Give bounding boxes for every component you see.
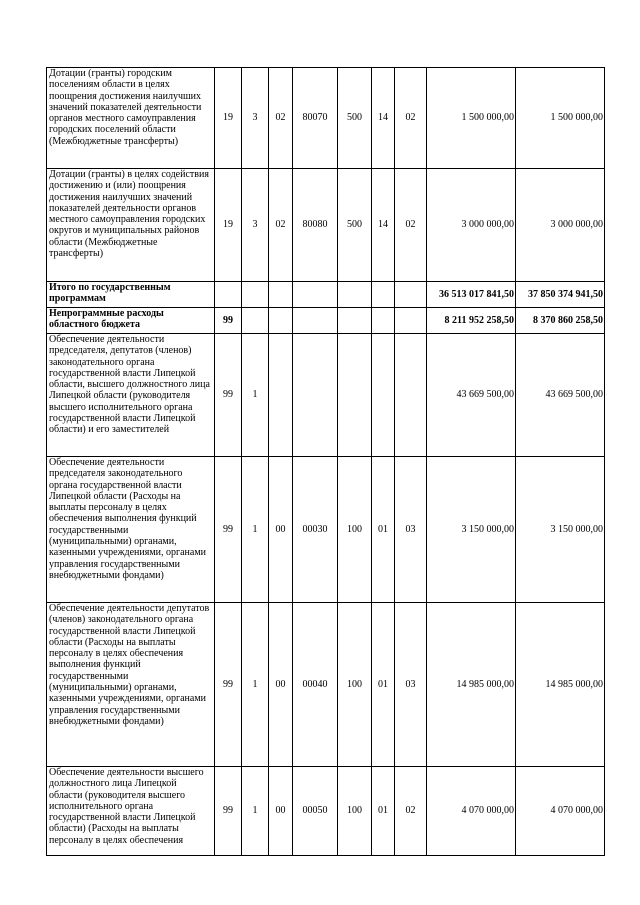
cell-section [372,282,395,308]
cell-gp: 99 [215,603,242,767]
cell-expense-type [338,282,372,308]
cell-gp [215,282,242,308]
cell-direction [293,334,338,457]
cell-gp: 19 [215,169,242,282]
cell-section [372,334,395,457]
cell-expense-type: 500 [338,68,372,169]
cell-sum-year2: 37 850 374 941,50 [516,282,605,308]
cell-sum-year2: 3 000 000,00 [516,169,605,282]
cell-om: 02 [269,169,293,282]
cell-om: 00 [269,603,293,767]
row-name: Обеспечение деятельности председателя, депутатов (членов) законодательного органа государственной власти Липецкой области, высшего должностного лица Липецкой области (руководителя высшего исполнительного органа государственной власти Липецкой области) и его заместителей [47,334,215,457]
cell-sum-year2: 14 985 000,00 [516,603,605,767]
row-name: Обеспечение деятельности высшего должностного лица Липецкой области (руководителя высшего исполнительного органа государственной власти Липецкой области) (Расходы на выплаты персоналу в целях обеспечения [47,767,215,856]
cell-subsection [395,308,427,334]
cell-gp: 19 [215,68,242,169]
cell-section [372,308,395,334]
cell-direction [293,282,338,308]
cell-pp [242,282,269,308]
cell-direction: 00030 [293,457,338,603]
cell-expense-type [338,334,372,457]
cell-sum-year1: 3 000 000,00 [427,169,516,282]
cell-direction: 80080 [293,169,338,282]
cell-sum-year2: 8 370 860 258,50 [516,308,605,334]
cell-sum-year1: 36 513 017 841,50 [427,282,516,308]
row-name: Непрограммные расходы областного бюджета [47,308,215,334]
cell-pp [242,308,269,334]
cell-subsection: 02 [395,767,427,856]
row-name: Дотации (гранты) в целях содействия достижению и (или) поощрения достижения наилучших значений показателей деятельности органов местного самоуправления городских округов и муниципальных районов области (Межбюджетные трансферты) [47,169,215,282]
cell-pp: 3 [242,169,269,282]
cell-sum-year2: 3 150 000,00 [516,457,605,603]
cell-sum-year2: 4 070 000,00 [516,767,605,856]
cell-expense-type [338,308,372,334]
cell-gp: 99 [215,767,242,856]
row-name: Обеспечение деятельности председателя законодательного органа государственной власти Липецкой области (Расходы на выплаты персоналу в целях обеспечения выполнения функций государственными (муниципальными) органами, казенными учреждениями, органами управления государственными внебюджетными фондами) [47,457,215,603]
cell-direction [293,308,338,334]
table-row [47,169,605,282]
table-row [47,767,605,856]
cell-sum-year2: 1 500 000,00 [516,68,605,169]
cell-gp: 99 [215,334,242,457]
row-name: Дотации (гранты) городским поселениям области в целях поощрения достижения наилучших значений показателей деятельности органов местного самоуправления городских поселений области (Межбюджетные трансферты) [47,68,215,169]
row-name: Обеспечение деятельности депутатов (членов) законодательного органа государственной власти Липецкой области (Расходы на выплаты персоналу в целях обеспечения выполнения функций государственными (муниципальными) органами, казенными учреждениями, органами управления государственными внебюджетными фондами) [47,603,215,767]
cell-direction: 00040 [293,603,338,767]
cell-pp: 1 [242,457,269,603]
cell-expense-type: 100 [338,767,372,856]
budget-table [46,67,605,856]
cell-section: 14 [372,169,395,282]
cell-sum-year1: 1 500 000,00 [427,68,516,169]
cell-pp: 1 [242,767,269,856]
table-body [47,68,605,856]
cell-pp: 3 [242,68,269,169]
row-name: Итого по государственным программам [47,282,215,308]
cell-subsection: 03 [395,457,427,603]
cell-sum-year1: 14 985 000,00 [427,603,516,767]
table-row [47,457,605,603]
cell-section: 14 [372,68,395,169]
cell-expense-type: 100 [338,457,372,603]
cell-gp: 99 [215,308,242,334]
cell-om [269,334,293,457]
cell-subsection [395,282,427,308]
table-row [47,68,605,169]
table-row [47,603,605,767]
cell-sum-year2: 43 669 500,00 [516,334,605,457]
cell-subsection: 03 [395,603,427,767]
cell-sum-year1: 8 211 952 258,50 [427,308,516,334]
table-row [47,334,605,457]
cell-om [269,308,293,334]
cell-gp: 99 [215,457,242,603]
cell-om [269,282,293,308]
cell-sum-year1: 43 669 500,00 [427,334,516,457]
table-row-section [47,308,605,334]
cell-sum-year1: 3 150 000,00 [427,457,516,603]
cell-expense-type: 100 [338,603,372,767]
table-row-total [47,282,605,308]
cell-pp: 1 [242,603,269,767]
cell-section: 01 [372,457,395,603]
cell-om: 02 [269,68,293,169]
cell-sum-year1: 4 070 000,00 [427,767,516,856]
cell-direction: 00050 [293,767,338,856]
cell-subsection [395,334,427,457]
cell-direction: 80070 [293,68,338,169]
cell-om: 00 [269,767,293,856]
cell-section: 01 [372,767,395,856]
cell-pp: 1 [242,334,269,457]
cell-subsection: 02 [395,68,427,169]
cell-om: 00 [269,457,293,603]
cell-subsection: 02 [395,169,427,282]
cell-section: 01 [372,603,395,767]
cell-expense-type: 500 [338,169,372,282]
